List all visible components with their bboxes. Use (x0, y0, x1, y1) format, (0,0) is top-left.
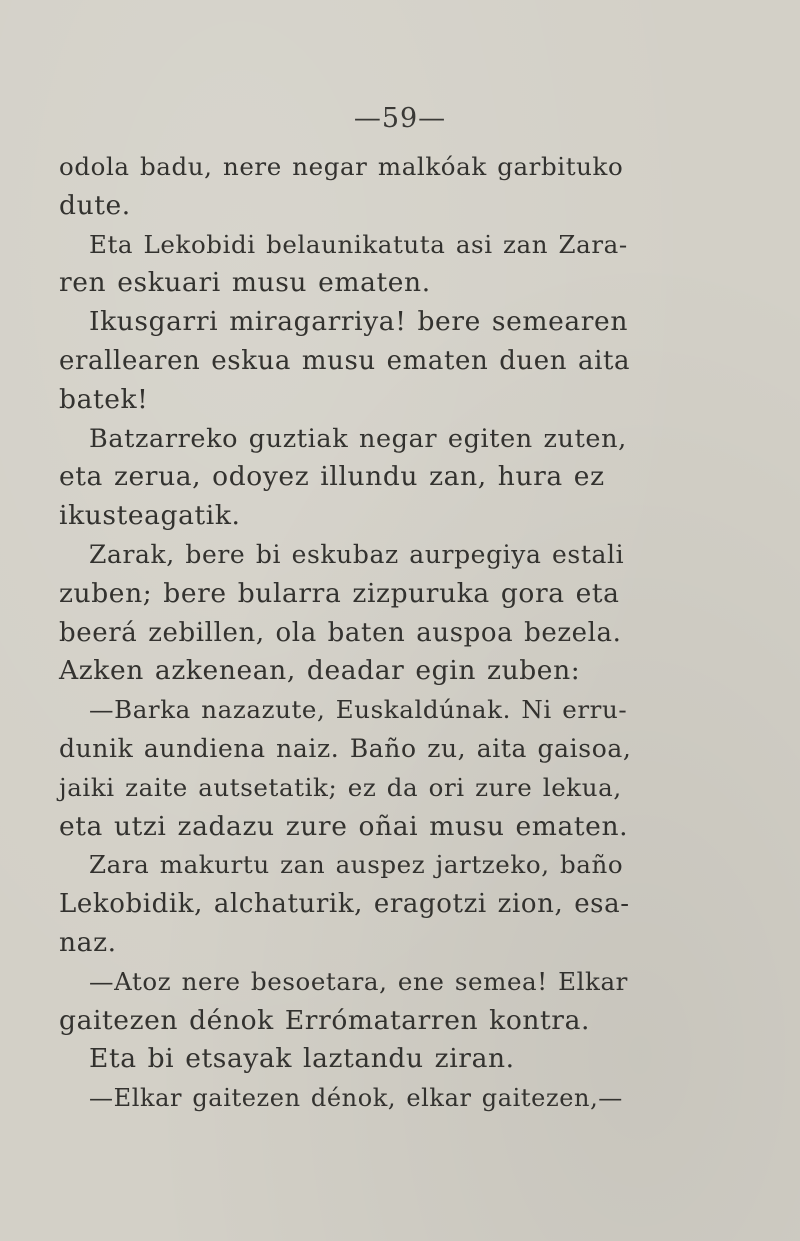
body-text (59, 148, 631, 1118)
text-line: Azken azkenean, deadar egin zuben: (59, 655, 581, 687)
text-line: erallearen eskua musu ematen duen aita (59, 345, 631, 376)
text-line: Zarak, bere bi eskubaz aurpegiya estali (89, 539, 625, 569)
text-line: batek! (59, 383, 149, 415)
text-line: zuben; bere bularra zizpuruka gora eta (59, 577, 620, 609)
text-line: Zara makurtu zan auspez jartzeko, baño (89, 850, 624, 880)
text-line: Ikusgarri miragarriya! bere semearen (89, 306, 629, 338)
text-line: gaitezen dénok Errómatarren kontra. (59, 1004, 590, 1036)
text-line: dute. (59, 189, 131, 221)
text-line: Eta bi etsayak laztandu ziran. (89, 1043, 515, 1075)
text-line: Lekobidik, alchaturik, eragotzi zion, esa- (59, 889, 630, 920)
text-line: dunik aundiena naiz. Baño zu, aita gaisoa, (59, 733, 632, 763)
text-line: —Atoz nere besoetara, ene semea! Elkar (89, 966, 628, 996)
page-number: —59— (353, 103, 447, 134)
text-line: —Elkar gaitezen dénok, elkar gaitezen,— (89, 1084, 623, 1113)
text-line: —Barka nazazute, Euskaldúnak. Ni erru- (89, 695, 628, 725)
text-line: ikusteagatik. (59, 500, 241, 532)
text-line: odola badu, nere negar malkóak garbituko (59, 152, 624, 181)
text-line: eta zerua, odoyez illundu zan, hura ez (59, 461, 605, 493)
text-line: Batzarreko guztiak negar egiten zuten, (89, 423, 627, 454)
text-line: beerá zebillen, ola baten auspoa bezela. (59, 617, 622, 648)
text-line: ren eskuari musu ematen. (59, 267, 431, 299)
text-line: jaiki zaite autsetatik; ez da ori zure lekua, (59, 772, 622, 802)
text-line: naz. (59, 926, 117, 958)
text-line: eta utzi zadazu zure oñai musu ematen. (59, 810, 629, 842)
text-line: Eta Lekobidi belaunikatuta asi zan Zara- (89, 229, 628, 259)
